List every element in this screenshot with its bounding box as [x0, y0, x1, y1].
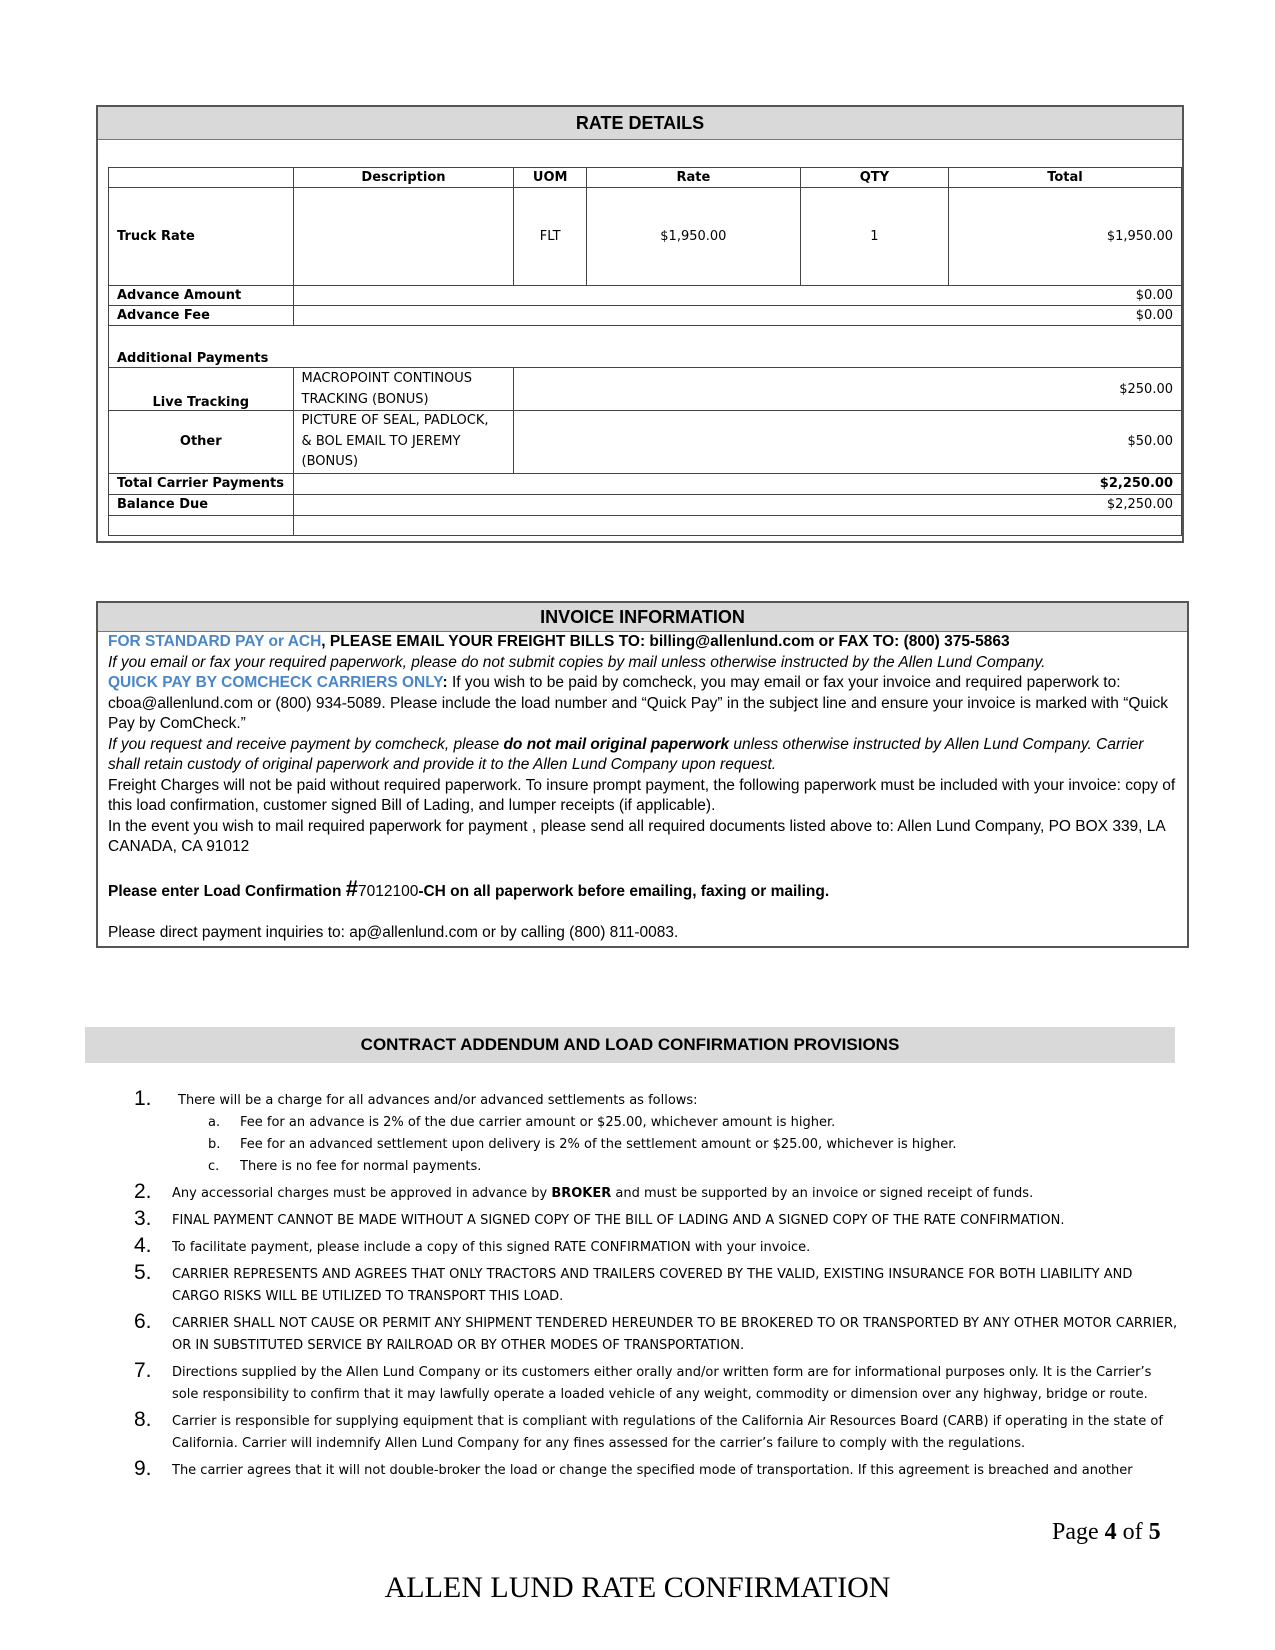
- header-uom: UOM: [514, 168, 587, 188]
- page-word: Page: [1052, 1519, 1105, 1545]
- freight-charges-paragraph: Freight Charges will not be paid without required paperwork. To insure prompt payment, the following paperwork must be included with your invoice: copy of this load confirmation, customer signed Bill of Lading, and lumper receipts (if applicable).: [108, 776, 1176, 814]
- provision-1-sub-b: [130, 1134, 1180, 1156]
- load-confirmation-line: [108, 876, 1177, 905]
- truck-rate-total: $1,950.00: [949, 188, 1182, 286]
- load-confirmation-number: 7012100: [357, 882, 419, 900]
- header-blank: [109, 168, 294, 188]
- provision-2-broker: BROKER: [551, 1186, 612, 1201]
- header-total: Total: [949, 168, 1182, 188]
- other-desc-line1: PICTURE OF SEAL, PADLOCK,: [301, 413, 489, 428]
- page-current: 4: [1104, 1519, 1117, 1545]
- standard-pay-label: FOR STANDARD PAY or ACH: [108, 633, 322, 650]
- provision-8-number: 8.: [134, 1408, 152, 1431]
- provision-2-text-c: and must be supported by an invoice or signed receipt of funds.: [611, 1186, 1034, 1201]
- total-carrier-payments-value: $2,250.00: [293, 473, 1181, 494]
- total-carrier-payments-label: Total Carrier Payments: [109, 473, 294, 494]
- live-tracking-value: $250.00: [514, 368, 1182, 411]
- balance-due-value: $2,250.00: [293, 494, 1181, 515]
- footer-document-title: ALLEN LUND RATE CONFIRMATION: [384, 1571, 891, 1604]
- quick-pay-label: QUICK PAY BY COMCHECK CARRIERS ONLY: [108, 674, 443, 691]
- provision-1: [130, 1087, 1180, 1112]
- provision-2: [130, 1180, 1180, 1205]
- empty-cell-left: [109, 515, 294, 535]
- provision-4-number: 4.: [134, 1234, 152, 1257]
- other-row: [109, 411, 1182, 474]
- invoice-information-title: INVOICE INFORMATION: [98, 603, 1187, 632]
- comcheck-paperwork-notice: [108, 735, 1177, 776]
- provision-3-number: 3.: [134, 1207, 152, 1230]
- comcheck-notice-c: unless otherwise instructed by Allen Lund Company. Carrier shall retain custody of original paperwork and provide it to the Allen Lund Company upon request.: [108, 735, 1144, 773]
- provision-3: [130, 1207, 1180, 1232]
- comcheck-notice-a: If you request and receive payment by comcheck, please: [108, 735, 504, 753]
- quick-pay-colon: :: [442, 674, 448, 691]
- balance-due-label: Balance Due: [109, 494, 294, 515]
- rate-details-title: RATE DETAILS: [98, 107, 1182, 140]
- provision-8: [130, 1408, 1180, 1455]
- invoice-information-section: [96, 601, 1189, 948]
- provisions-list: [130, 1087, 1180, 1487]
- provision-1-number: 1.: [134, 1087, 152, 1110]
- load-confirmation-text-a: Please enter Load Confirmation: [108, 882, 346, 900]
- rate-details-table: [108, 167, 1182, 536]
- live-tracking-label: Live Tracking: [109, 368, 294, 411]
- other-label: Other: [109, 411, 294, 474]
- standard-pay-line: [108, 632, 1177, 653]
- provision-1-text: There will be a charge for all advances and/or advanced settlements as follows:: [178, 1093, 698, 1108]
- page-of: of: [1116, 1519, 1149, 1545]
- provision-2-number: 2.: [134, 1180, 152, 1203]
- truck-rate-uom: FLT: [514, 188, 587, 286]
- provision-6: [130, 1310, 1180, 1357]
- advance-amount-value: $0.00: [293, 286, 1181, 306]
- provision-5: [130, 1261, 1180, 1308]
- provision-1-sub-a: [130, 1112, 1180, 1134]
- provision-4-text: To facilitate payment, please include a copy of this signed RATE CONFIRMATION with your invoice.: [172, 1240, 811, 1255]
- provision-5-number: 5.: [134, 1261, 152, 1284]
- provision-4: [130, 1234, 1180, 1259]
- advance-fee-label: Advance Fee: [109, 306, 294, 326]
- truck-rate-label: Truck Rate: [109, 188, 294, 286]
- payment-inquiries-line: Please direct payment inquiries to: ap@allenlund.com or by calling (800) 811-0083.: [108, 923, 679, 941]
- rate-details-section: [96, 105, 1184, 543]
- advance-fee-row: [109, 306, 1182, 326]
- live-tracking-desc-line2: TRACKING (BONUS): [301, 392, 429, 407]
- advance-fee-value: $0.00: [293, 306, 1181, 326]
- provision-6-number: 6.: [134, 1310, 152, 1333]
- mail-copies-notice: If you email or fax your required paperwork, please do not submit copies by mail unless otherwise instructed by the Allen Lund Company.: [108, 653, 1046, 671]
- truck-rate-row: [109, 188, 1182, 286]
- provision-5-text: CARRIER REPRESENTS AND AGREES THAT ONLY TRACTORS AND TRAILERS COVERED BY THE VALID, EXISTING INSURANCE FOR BOTH LIABILITY AND CARGO RISKS WILL BE UTILIZED TO TRANSPORT THIS LOAD.: [172, 1267, 1133, 1304]
- contract-addendum-title: CONTRACT ADDENDUM AND LOAD CONFIRMATION PROVISIONS: [85, 1027, 1175, 1063]
- additional-payments-row: [109, 326, 1182, 368]
- mail-address-paragraph: In the event you wish to mail required paperwork for payment , please send all required documents listed above to: Allen Lund Company, PO BOX 339, LA CANADA, CA 91012: [108, 817, 1165, 855]
- provision-9-text: The carrier agrees that it will not double-broker the load or change the specified mode of transportation. If this agreement is breached and another: [172, 1463, 1133, 1478]
- sub-c-text: There is no fee for normal payments.: [240, 1159, 482, 1174]
- advance-amount-row: [109, 286, 1182, 306]
- invoice-body: [98, 632, 1187, 943]
- provision-7-text: Directions supplied by the Allen Lund Company or its customers either orally and/or written form are for informational purposes only. It is the Carrier’s sole responsibility to confirm that it may lawfully operate a loaded vehicle of any weight, commodity or dimension over any highway, bridge or route.: [172, 1365, 1152, 1402]
- sub-b-letter: b.: [208, 1137, 221, 1152]
- provision-9-number: 9.: [134, 1457, 152, 1480]
- load-confirmation-hash: #: [345, 875, 358, 901]
- empty-row: [109, 515, 1182, 535]
- quick-pay-text: If you wish to be paid by comcheck, you may email or fax your invoice and required paperwork to: cboa@allenlund.com or (800) 934-5089. Please include the load number and “Quick Pay” in the subject line and ensure your invoice is marked with “Quick Pay by ComCheck.”: [108, 674, 1168, 732]
- other-description: [293, 411, 514, 474]
- provision-2-text-a: Any accessorial charges must be approved in advance by: [172, 1186, 552, 1201]
- provision-7: [130, 1359, 1180, 1406]
- truck-rate-description: [293, 188, 514, 286]
- sub-a-letter: a.: [208, 1115, 221, 1130]
- other-desc-line3: (BONUS): [301, 454, 359, 469]
- header-qty: QTY: [800, 168, 948, 188]
- page-number: [1052, 1519, 1161, 1546]
- balance-due-row: [109, 494, 1182, 515]
- table-header-row: [109, 168, 1182, 188]
- total-carrier-payments-row: [109, 473, 1182, 494]
- sub-b-text: Fee for an advanced settlement upon delivery is 2% of the settlement amount or $25.00, whichever is higher.: [240, 1137, 957, 1152]
- provision-7-number: 7.: [134, 1359, 152, 1382]
- sub-c-letter: c.: [208, 1159, 220, 1174]
- live-tracking-row: [109, 368, 1182, 411]
- header-description: Description: [293, 168, 514, 188]
- empty-cell-right: [293, 515, 1181, 535]
- advance-amount-label: Advance Amount: [109, 286, 294, 306]
- quick-pay-paragraph: [108, 673, 1177, 735]
- provision-3-text: FINAL PAYMENT CANNOT BE MADE WITHOUT A SIGNED COPY OF THE BILL OF LADING AND A SIGNED COPY OF THE RATE CONFIRMATION.: [172, 1213, 1065, 1228]
- provision-6-text: CARRIER SHALL NOT CAUSE OR PERMIT ANY SHIPMENT TENDERED HEREUNDER TO BE BROKERED TO OR TRANSPORTED BY ANY OTHER MOTOR CARRIER, OR IN SUBSTITUTED SERVICE BY RAILROAD OR BY OTHER MODES OF TRANSPORTATION.: [172, 1316, 1178, 1353]
- additional-payments-label: Additional Payments: [109, 326, 1182, 368]
- live-tracking-description: [293, 368, 514, 411]
- comcheck-notice-emphasis: do not mail original paperwork: [503, 735, 730, 753]
- sub-a-text: Fee for an advance is 2% of the due carrier amount or $25.00, whichever amount is higher.: [240, 1115, 836, 1130]
- live-tracking-desc-line1: MACROPOINT CONTINOUS: [301, 371, 473, 386]
- provision-1-sub-c: [130, 1156, 1180, 1178]
- other-value: $50.00: [514, 411, 1182, 474]
- load-confirmation-text-b: -CH on all paperwork before emailing, faxing or mailing.: [418, 882, 830, 900]
- truck-rate-qty: 1: [800, 188, 948, 286]
- standard-pay-text: , PLEASE EMAIL YOUR FREIGHT BILLS TO: billing@allenlund.com or FAX TO: (800) 375-5863: [321, 633, 1010, 650]
- page-total: 5: [1148, 1519, 1161, 1545]
- provision-8-text: Carrier is responsible for supplying equipment that is compliant with regulations of the California Air Resources Board (CARB) if operating in the state of California. Carrier will indemnify Allen Lund Company for any fines assessed for the carrier’s failure to comply with the regulations.: [172, 1414, 1163, 1451]
- header-rate: Rate: [586, 168, 800, 188]
- other-desc-line2: & BOL EMAIL TO JEREMY: [301, 433, 461, 449]
- truck-rate-rate: $1,950.00: [586, 188, 800, 286]
- provision-9: [130, 1457, 1180, 1482]
